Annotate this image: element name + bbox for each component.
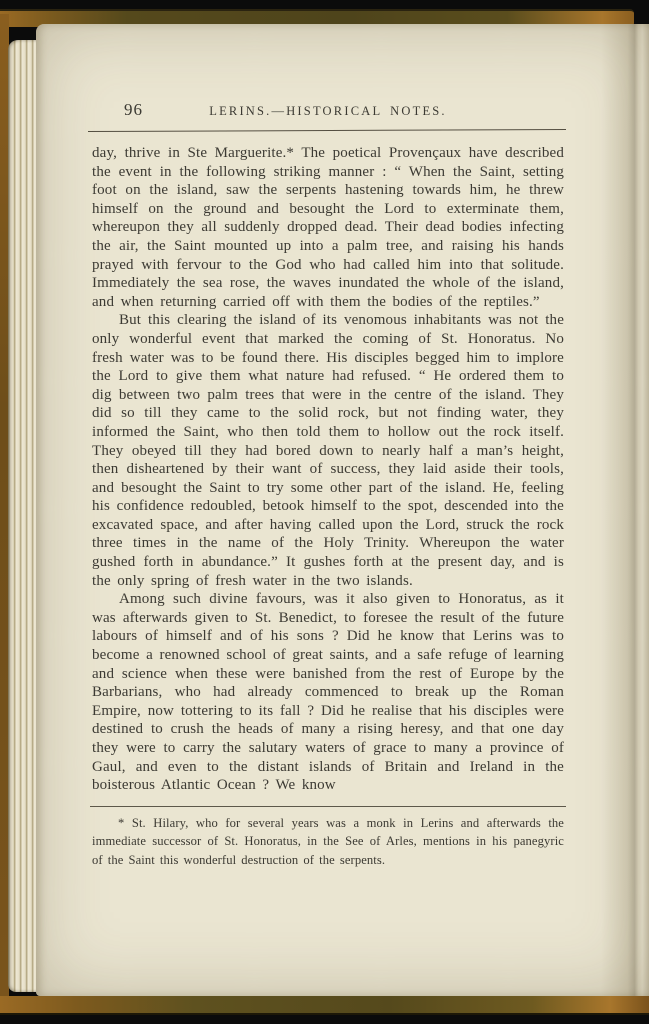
- header-rule: [88, 129, 566, 132]
- page-gutter-shadow: [601, 24, 649, 996]
- body-text: [92, 144, 564, 795]
- paragraph-2: But this clearing the island of its venomous inhabitants was not the only wonderful event that marked the coming of St. Honoratus. No fresh water was to be found there. His disciples begged him to implore the Lord to give them what nature had refused. “ He ordered them to dig between two palm trees that were in the centre of the island. They did so till they came to the solid rock, but not finding water, they informed the Saint, who then told them to hollow out the rock itself. They obeyed till they had bored down to nearly half a man’s height, then disheartened by their want of success, they laid aside their tools, and besought the Saint to try some other part of the island. He, feeling his confidence redoubled, betook himself to the spot, descended into the excavated space, and after having called upon the Lord, struck the rock three times in the name of the Holy Trinity. Whereupon the water gushed forth in abundance.” It gushes forth at the present day, and is the only spring of fresh water in the two islands.: [92, 312, 564, 589]
- paragraph-3: Among such divine favours, was it also given to Honoratus, as it was afterwards given to St. Benedict, to foresee the result of the future labours of himself and of his sons ? Did he know that Lerins was to become a renowned school of great saints, and a safe refuge of learning and science when these were banished from the rest of Europe by the Barbarians, who had already commenced to break up the Roman Empire, now tottering to its fall ? Did he realise that his disciples were destined to crush the heads of many a rising heresy, and that one day they were to carry the salutary waters of grace to many a province of Gaul, and even to the distant islands of Britain and Ireland in the boisterous Atlantic Ocean ? We know: [92, 591, 564, 794]
- book-cover-edge-bottom: [0, 996, 649, 1015]
- book-page: [36, 24, 649, 996]
- page-header: [92, 98, 564, 124]
- footnote-rule: [90, 806, 566, 807]
- paragraph-1: day, thrive in Ste Marguerite.* The poetical Provençaux have described the event in the following striking manner : “ When the Saint, setting foot on the island, saw the serpents hastening towards him, he threw himself on the ground and besought the Lord to exterminate them, whereupon they all suddenly dropped dead. Their dead bodies infecting the air, the Saint mounted up into a palm tree, and raising his hands prayed with fervour to the God who had called him into that solitude. Immediately the sea rose, the waves inundated the whole of the island, and when returning carried off with them the bodies of the reptiles.”: [92, 145, 564, 310]
- page-number: 96: [124, 100, 143, 119]
- footnote: * St. Hilary, who for several years was a monk in Lerins and afterwards the immediate successor of St. Honoratus, in the See of Arles, mentions in his panegyric of the Saint this wonderful destruction of the serpents.: [92, 815, 564, 867]
- printed-content: [92, 98, 564, 869]
- running-title: LERINS.—HISTORICAL NOTES.: [209, 104, 447, 118]
